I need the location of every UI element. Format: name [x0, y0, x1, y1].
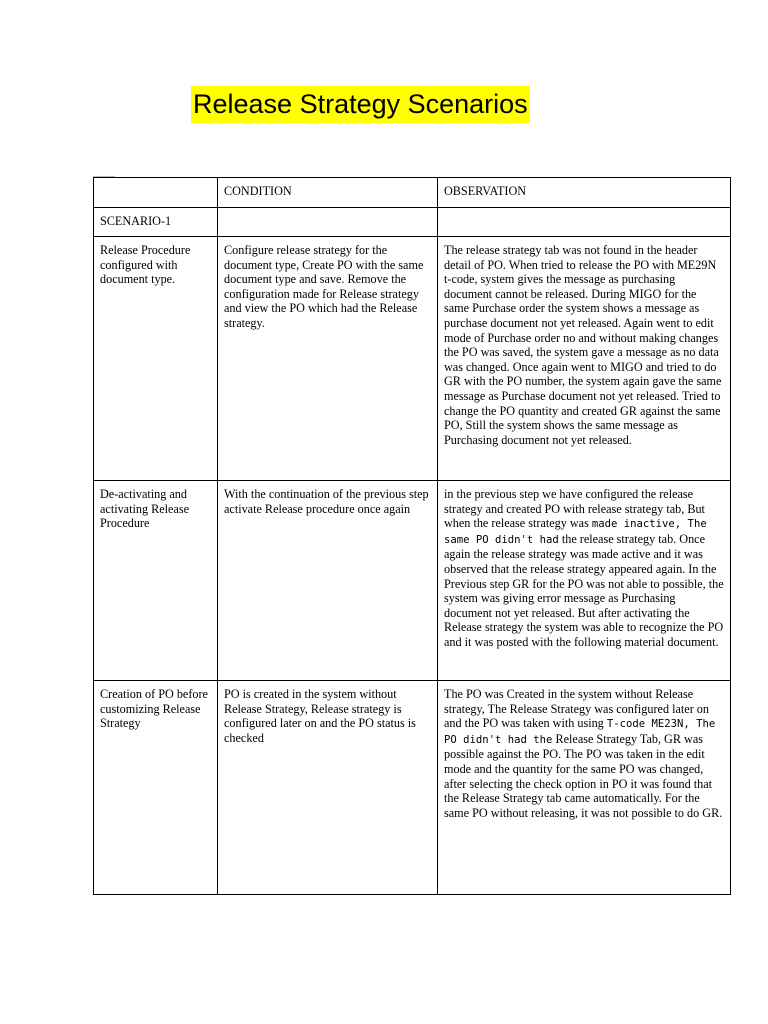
observation-mono-text: made inactive, The same PO didn't had [444, 518, 707, 546]
table-row [94, 237, 731, 481]
condition-cell: PO is created in the system without Release Strategy, Release strategy is configured later on and the PO status is checked [218, 681, 438, 895]
condition-cell: With the continuation of the previous step activate Release procedure once again [218, 481, 438, 681]
observation-text: the release strategy tab. Once again the release strategy was made active and it was observed that the release strategy appeared again. In the Previous step GR for the PO was not able to possible, the system was giving error message as Purchasing document not yet released. But after activating the Release strategy the system was able to recognize the PO and it was posted with the following material document. [444, 531, 724, 649]
header-cell-blank [94, 178, 218, 208]
section-label: SCENARIO-1 [94, 208, 218, 237]
scenario-cell: Release Procedure configured with document type. [94, 237, 218, 481]
section-empty-cell [438, 208, 731, 237]
observation-text: The PO was Created in the system without Release strategy, The Release Strategy was configured later on and the PO was taken with using [444, 687, 709, 731]
table-row [94, 681, 731, 895]
observation-cell [438, 481, 731, 681]
scenario-cell: Creation of PO before customizing Release Strategy [94, 681, 218, 895]
table-row [94, 481, 731, 681]
observation-text: in the previous step we have configured the release strategy and created PO with release strategy tab, But when the release strategy was [444, 487, 705, 531]
observation-mono-text: T-code ME23N, The PO didn't had the [444, 718, 716, 746]
header-cell-condition: CONDITION [218, 178, 438, 208]
scenario-cell: De-activating and activating Release Procedure [94, 481, 218, 681]
observation-text: Release Strategy Tab, GR was possible against the PO. The PO was taken in the edit mode and the quantity for the same PO was changed, after selecting the check option in PO it was found that the Release Strategy tab came automatically. For the same PO without releasing, it was not possible to do GR. [444, 731, 723, 820]
condition-cell: Configure release strategy for the document type, Create PO with the same document type and save. Remove the configuration made for Release strategy and view the PO which had the Release strategy. [218, 237, 438, 481]
table-header-row [94, 178, 731, 208]
section-row [94, 208, 731, 237]
observation-cell: The release strategy tab was not found in the header detail of PO. When tried to release the PO with ME29N t-code, system gives the message as purchasing document cannot be released. During MIGO for the same Purchase order the system shows a message as purchase document not yet released. Again went to edit mode of Purchase order no and without making changes the PO was saved, the system gave a message as no data was changed. Once again went to MIGO and tried to do GR with the PO number, the system again gave the same message as Purchase document not yet released. Tried to change the PO quantity and created GR against the same PO, Still the system shows the same message as Purchasing document not yet released. [438, 237, 731, 481]
observation-cell [438, 681, 731, 895]
page-title: Release Strategy Scenarios [193, 89, 528, 119]
section-empty-cell [218, 208, 438, 237]
scenario-table [93, 177, 731, 895]
title-highlight [191, 86, 530, 123]
header-cell-observation: OBSERVATION [438, 178, 731, 208]
